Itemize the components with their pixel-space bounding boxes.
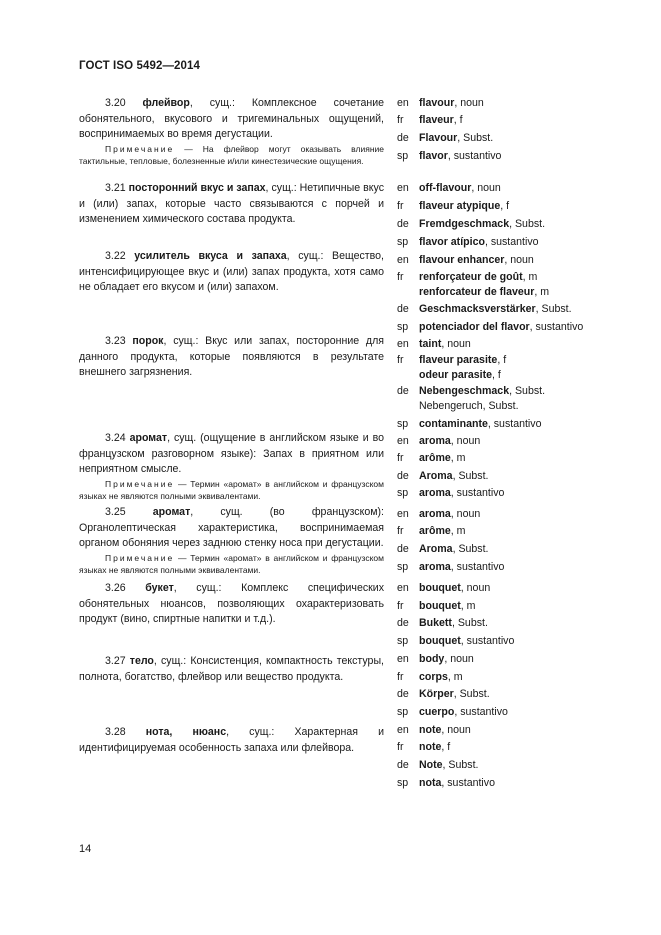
note-3-20: Примечание — На флейвор могут оказывать влияние тактильные, тепловые, болезненные и/или кинестезические ощущения.: [79, 144, 384, 166]
term: порок: [132, 335, 164, 347]
definition-3-25: 3.25 аромат, сущ. (во французском): Органолептическая характеристика, воспринимаемая органом обоняния через заднюю стенку носа при дегустации.: [79, 506, 384, 549]
note-3-25: Примечание — Термин «аромат» в английском и французском языках не являются полными эквивалентами.: [79, 553, 384, 575]
definition-3-20: 3.20 флейвор, сущ.: Комплексное сочетание обонятельного, вкусового и тригеминальных ощущений, воспринимаемых во время дегустации.: [79, 97, 384, 140]
term: тело: [129, 655, 154, 667]
term: аромат: [152, 506, 191, 518]
note-3-24: Примечание — Термин «аромат» в английском и французском языках не являются полными эквивалентами.: [79, 479, 384, 501]
page-number: 14: [79, 843, 92, 855]
term: букет: [145, 582, 174, 594]
term: нота, нюанс: [145, 726, 227, 738]
term: усилитель вкуса и запаха: [134, 250, 287, 262]
term: посторонний вкус и запах: [128, 182, 266, 194]
term: флейвор: [142, 97, 190, 109]
definition-3-24: 3.24 аромат, сущ. (ощущение в английском языке и во французском разговорном языке): Запах в приятном или неприятном смысле.: [79, 432, 384, 475]
definition-3-27: 3.27 тело, сущ.: Консистенция, компактность текстуры, полнота, богатство, флейвор или вещество продукта.: [79, 655, 384, 683]
definition-3-23: 3.23 порок, сущ.: Вкус или запах, посторонние для данного продукта, которые появляются в результате внешнего загрязнения.: [79, 335, 384, 378]
term: аромат: [129, 432, 168, 444]
page-header: ГОСТ ISO 5492—2014: [79, 60, 201, 72]
definition-3-21: 3.21 посторонний вкус и запах, сущ.: Нетипичные вкус и (или) запах, которые часто связываются с порчей и изменением химического состава продукта.: [79, 182, 384, 225]
definition-3-26: 3.26 букет, сущ.: Комплекс специфических обонятельных нюансов, позволяющих охарактеризовать продукт (вино, спиртные напитки и т.д.).: [79, 582, 384, 625]
definition-3-28: 3.28 нота, нюанс, сущ.: Характерная и идентифицируемая особенность запаха или флейвора.: [79, 726, 384, 754]
definition-3-22: 3.22 усилитель вкуса и запаха, сущ.: Вещество, интенсифицирующее вкус и (или) запах продукта, хотя само не обладает его вкусом и (или) запахом.: [79, 250, 384, 293]
